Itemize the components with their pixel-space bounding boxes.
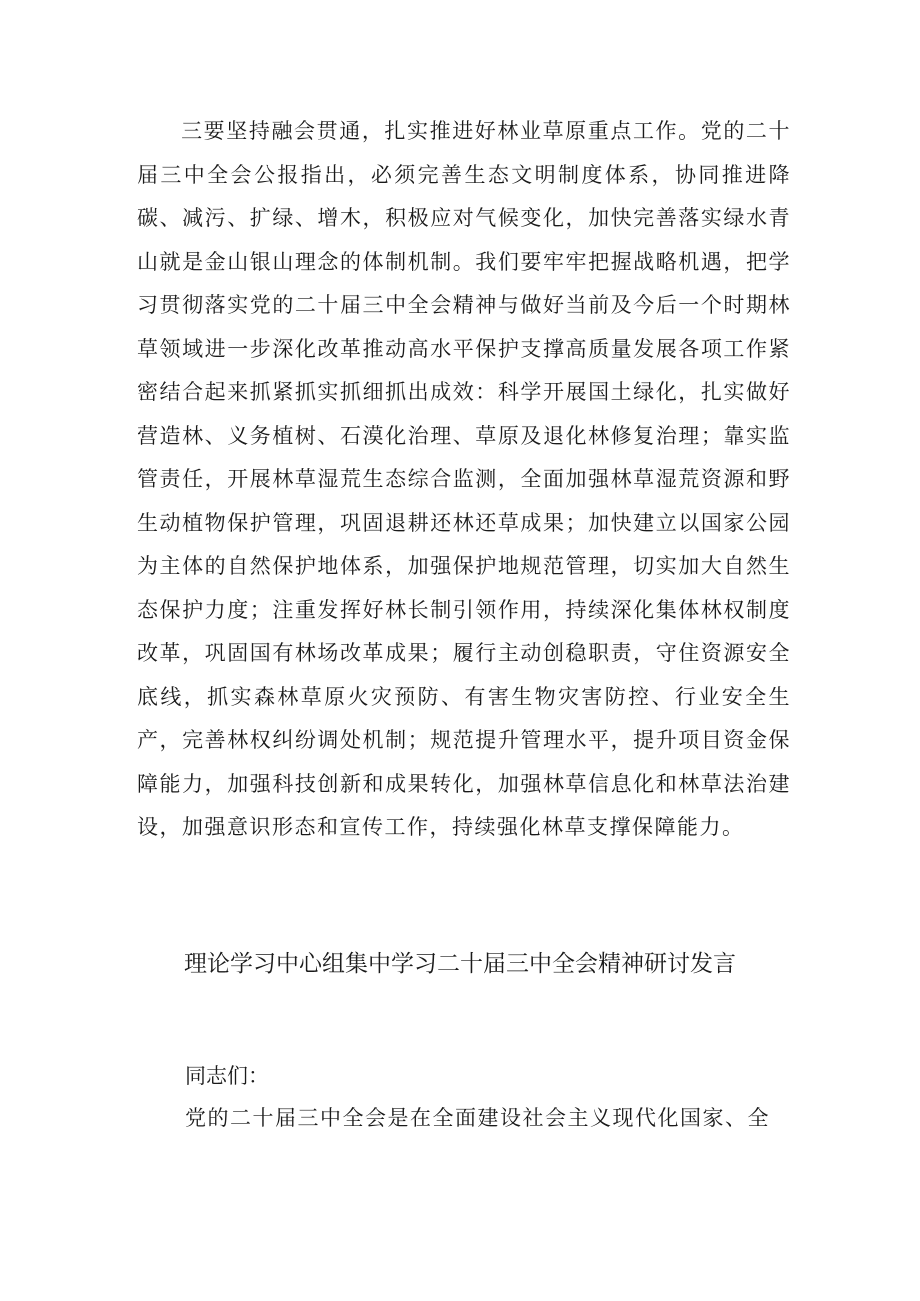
section-heading: 理论学习中心组集中学习二十届三中全会精神研讨发言 — [184, 951, 736, 977]
body-paragraph-opening: 党的二十届三中全会是在全面建设社会主义现代化国家、全 — [185, 1106, 770, 1130]
body-paragraph-forestry: 三要坚持融会贯通，扎实推进好林业草原重点工作。党的二十届三中全会公报指出，必须完善生态文明制度体系，协同推进降碳、减污、扩绿、增木，积极应对气候变化，加快完善落实绿水青山就是金山银山理念的体制机制。我们要牢牢把握战略机遇，把学习贯彻落实党的二十届三中全会精神与做好当前及今后一个时期林草领域进一步深化改革推动高水平保护支撑高质量发展各项工作紧密结合起来抓紧抓实抓细抓出成效：科学开展国土绿化，扎实做好营造林、义务植树、石漠化治理、草原及退化林修复治理；靠实监管责任，开展林草湿荒生态综合监测，全面加强林草湿荒资源和野生动植物保护管理，巩固退耕还林还草成果；加快建立以国家公园为主体的自然保护地体系，加强保护地规范管理，切实加大自然生态保护力度；注重发挥好林长制引领作用，持续深化集体林权制度改革，巩固国有林场改革成果；履行主动创稳职责，守住资源安全底线，抓实森林草原火灾预防、有害生物灾害防控、行业安全生产，完善林权纠纷调处机制；规范提升管理水平，提升项目资金保障能力，加强科技创新和成果转化，加强林草信息化和林草法治建设，加强意识形态和宣传工作，持续强化林草支撑保障能力。 — [137, 119, 791, 839]
salutation: 同志们： — [185, 1064, 269, 1088]
